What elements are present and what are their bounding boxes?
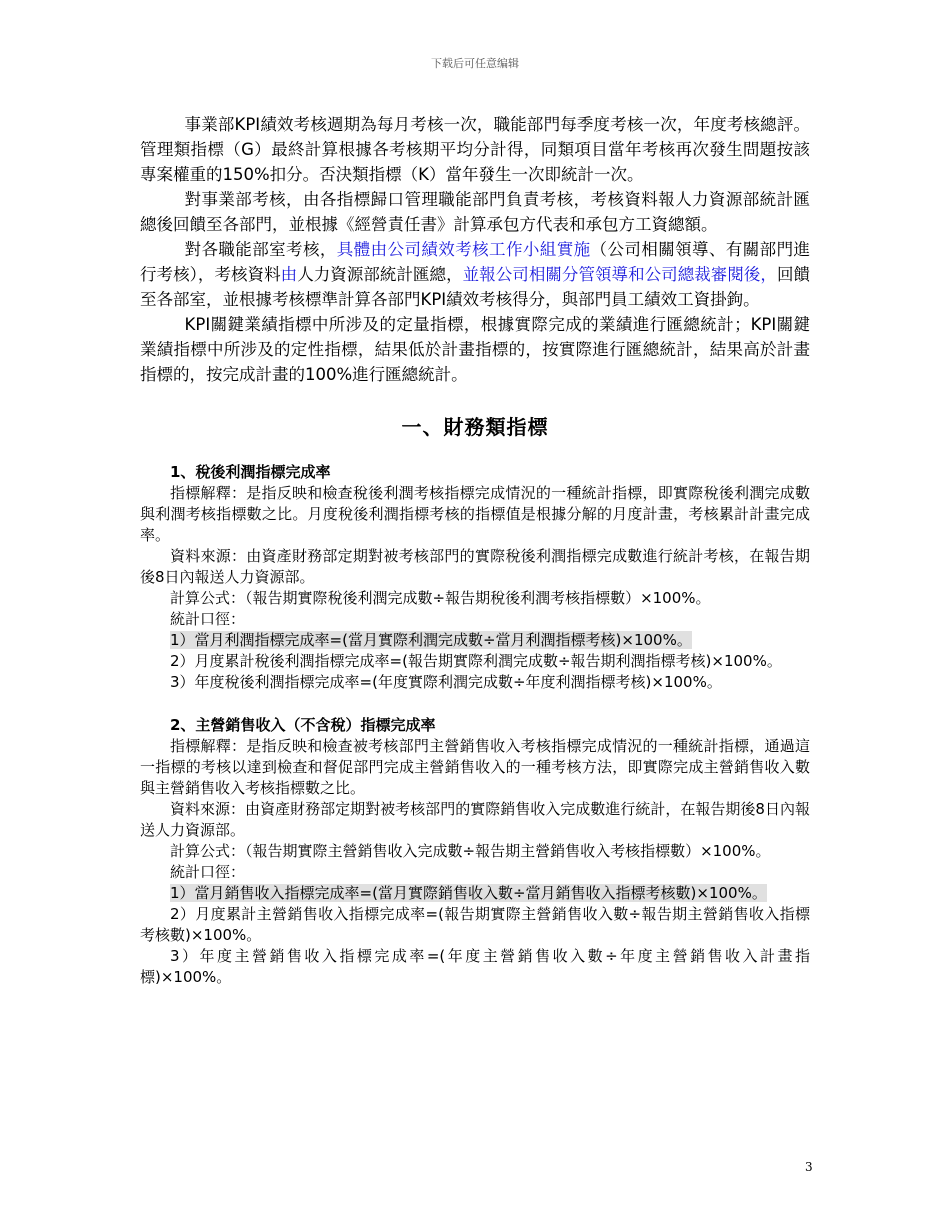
indicator-definition: 指標解釋：是指反映和檢查稅後利潤考核指標完成情況的一種統計指標，即實際稅後利潤完成數與利潤考核指標數之比。月度稅後利潤指標考核的指標值是根據分解的月度計畫，考核累計計畫完成率。 xyxy=(140,484,810,544)
spacer xyxy=(140,693,810,707)
scope-item: 2）月度累計稅後利潤指標完成率=(報告期實際利潤完成數÷報告期利潤指標考核)×100%。 xyxy=(170,652,782,670)
indicator-title: 2、主營銷售收入（不含稅）指標完成率 xyxy=(170,716,436,734)
page-header: 下载后可任意编辑 xyxy=(431,57,519,70)
text-run: 對各職能部室考核， xyxy=(184,240,337,259)
indicator-source: 資料來源：由資產財務部定期對被考核部門的實際銷售收入完成數進行統計，在報告期後8日內報送人力資源部。 xyxy=(140,800,810,839)
highlight-text: 1）當月利潤指標完成率=(當月實際利潤完成數÷當月利潤指標考核)×100%。 xyxy=(170,631,692,649)
section-title: 一、財務類指標 xyxy=(401,415,549,439)
indicator-source: 資料來源：由資產財務部定期對被考核部門的實際稅後利潤指標完成數進行統計考核，在報告期後8日內報送人力資源部。 xyxy=(140,547,810,586)
intro-paragraph: 對事業部考核，由各指標歸口管理職能部門負責考核，考核資料報人力資源部統計匯總後回饋至各部門，並根據《經營責任書》計算承包方代表和承包方工資總額。 xyxy=(140,190,810,234)
highlight-text: 1）當月銷售收入指標完成率=(當月實際銷售收入數÷當月銷售收入指標考核數)×100%。 xyxy=(170,884,767,902)
indicator-scope: 統計口徑： xyxy=(170,610,246,628)
intro-paragraph xyxy=(140,237,810,312)
intro-paragraph: KPI關鍵業績指標中所涉及的定量指標，根據實際完成的業績進行匯總統計；KPI關鍵業績指標中所涉及的定性指標，結果低於計畫指標的，按實際進行匯總統計，結果高於計畫指標的，按完成計畫的100%進行匯總統計。 xyxy=(140,315,810,384)
scope-item: 3）年度稅後利潤指標完成率=(年度實際利潤完成數÷年度利潤指標考核)×100%。 xyxy=(170,673,722,691)
highlighted-text: 由 xyxy=(280,265,298,284)
indicator-scope: 統計口徑： xyxy=(170,863,246,881)
indicator-block xyxy=(140,462,810,693)
indicator-formula: 計算公式：（報告期實際主營銷售收入完成數÷報告期主營銷售收入考核指標數）×100%。 xyxy=(170,842,771,860)
indicator-formula: 計算公式：（報告期實際稅後利潤完成數÷報告期稅後利潤考核指標數）×100%。 xyxy=(170,589,711,607)
scope-item: 3）年度主營銷售收入指標完成率=(年度主營銷售收入數÷年度主營銷售收入計畫指標)×100%。 xyxy=(140,947,810,986)
text-run: 回饋至各部室，並根據考核標準計算各部門KPI績效考核得分，與部門員工績效工資掛鉤。 xyxy=(140,265,811,309)
highlighted-text: 並報公司相關分管領導和公司總裁審閱後， xyxy=(462,265,777,284)
text-run: 人力資源部統計匯總， xyxy=(297,265,463,284)
scope-item: 2）月度累計主營銷售收入指標完成率=(報告期實際主營銷售收入數÷報告期主營銷售收入指標考核數)×100%。 xyxy=(140,905,810,944)
scope-item-highlighted xyxy=(140,630,810,651)
highlighted-text: 具體由公司績效考核工作小組實施 xyxy=(336,240,591,259)
text-run: （公司相關領導、有關部門進行考核），考核資料 xyxy=(140,240,811,284)
intro-section xyxy=(140,112,810,387)
scope-item-highlighted xyxy=(140,883,810,904)
intro-paragraph: 事業部KPI績效考核週期為每月考核一次，職能部門每季度考核一次，年度考核總評。管理類指標（G）最終計算根據各考核期平均分計得，同類項目當年考核再次發生問題按該專案權重的150%扣分。否決類指標（K）當年發生一次即統計一次。 xyxy=(140,115,810,184)
indicator-title: 1、稅後利潤指標完成率 xyxy=(170,463,331,481)
indicator-definition: 指標解釋：是指反映和檢查被考核部門主營銷售收入考核指標完成情況的一種統計指標，通過這一指標的考核以達到檢查和督促部門完成主營銷售收入的一種考核方法，即實際完成主營銷售收入數與主營銷售收入考核指標數之比。 xyxy=(140,737,810,797)
indicator-block xyxy=(140,715,810,988)
page-number: 3 xyxy=(805,1160,813,1174)
document-body xyxy=(140,112,810,988)
